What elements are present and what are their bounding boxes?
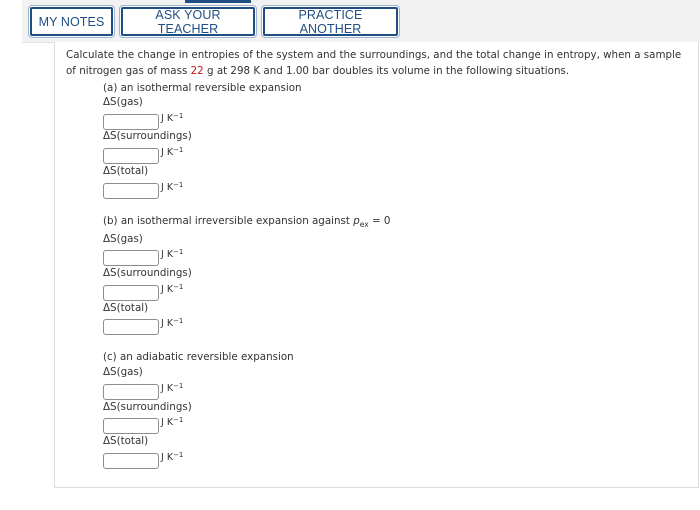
unit-exponent: −1 [173,382,184,390]
unit-exponent: −1 [173,317,184,325]
part-b-total-label: ΔS(total) [103,302,149,314]
practice-another-button[interactable]: PRACTICE ANOTHER [263,7,398,36]
part-c-total-unit [161,452,183,463]
part-a-surroundings-unit [161,147,183,158]
pressure-subscript: ex [359,220,369,230]
unit-base: J K [161,318,174,329]
part-a-gas-label: ΔS(gas) [103,96,143,108]
unit-base: J K [161,417,174,428]
part-b-title-text: (b) an isothermal irreversible expansion against [103,215,354,227]
ask-your-teacher-button[interactable]: ASK YOUR TEACHER [121,7,255,36]
part-a-total-input[interactable] [103,183,159,199]
part-a-gas-input[interactable] [103,114,159,130]
question-text [66,47,694,79]
question-text-after: g at 298 K and 1.00 bar doubles its volume in the following situations. [203,65,570,77]
unit-base: J K [161,113,174,124]
question-text-before: Calculate the change in entropies of the system and the surroundings, and the total change in entropy, when a sample of nitrogen gas of mass [66,49,682,77]
unit-exponent: −1 [173,451,184,459]
part-a-gas-unit [161,113,183,124]
part-c-title: (c) an adiabatic reversible expansion [103,351,294,363]
unit-base: J K [161,452,174,463]
pressure-symbol: p [353,215,360,227]
part-b-total-input[interactable] [103,319,159,335]
part-c-gas-label: ΔS(gas) [103,366,143,378]
part-c-surroundings-label: ΔS(surroundings) [103,401,192,413]
unit-exponent: −1 [173,248,184,256]
part-b-gas-input[interactable] [103,250,159,266]
part-c-total-input[interactable] [103,453,159,469]
unit-exponent: −1 [173,146,184,154]
part-a-surroundings-label: ΔS(surroundings) [103,130,192,142]
unit-exponent: −1 [173,416,184,424]
part-c-gas-unit [161,383,183,394]
my-notes-button[interactable]: MY NOTES [30,7,113,36]
unit-base: J K [161,249,174,260]
mass-value: 22 [190,65,204,77]
part-c-surroundings-unit [161,417,183,428]
part-b-surroundings-input[interactable] [103,285,159,301]
pressure-variable [353,215,369,230]
part-b-surroundings-unit [161,284,183,295]
part-b-title [103,215,390,229]
part-b-gas-label: ΔS(gas) [103,233,143,245]
unit-exponent: −1 [173,181,184,189]
part-c-total-label: ΔS(total) [103,435,149,447]
part-a-total-label: ΔS(total) [103,165,149,177]
part-b-total-unit [161,318,183,329]
unit-exponent: −1 [173,112,184,120]
unit-base: J K [161,147,174,158]
unit-exponent: −1 [173,283,184,291]
toolbar-tab-indicator [185,0,251,3]
part-b-title-tail: = 0 [368,215,391,227]
part-c-gas-input[interactable] [103,384,159,400]
part-a-total-unit [161,182,183,193]
part-c-surroundings-input[interactable] [103,418,159,434]
part-b-surroundings-label: ΔS(surroundings) [103,267,192,279]
part-a-title: (a) an isothermal reversible expansion [103,82,302,94]
unit-base: J K [161,284,174,295]
unit-base: J K [161,383,174,394]
part-a-surroundings-input[interactable] [103,148,159,164]
part-b-gas-unit [161,249,183,260]
unit-base: J K [161,182,174,193]
